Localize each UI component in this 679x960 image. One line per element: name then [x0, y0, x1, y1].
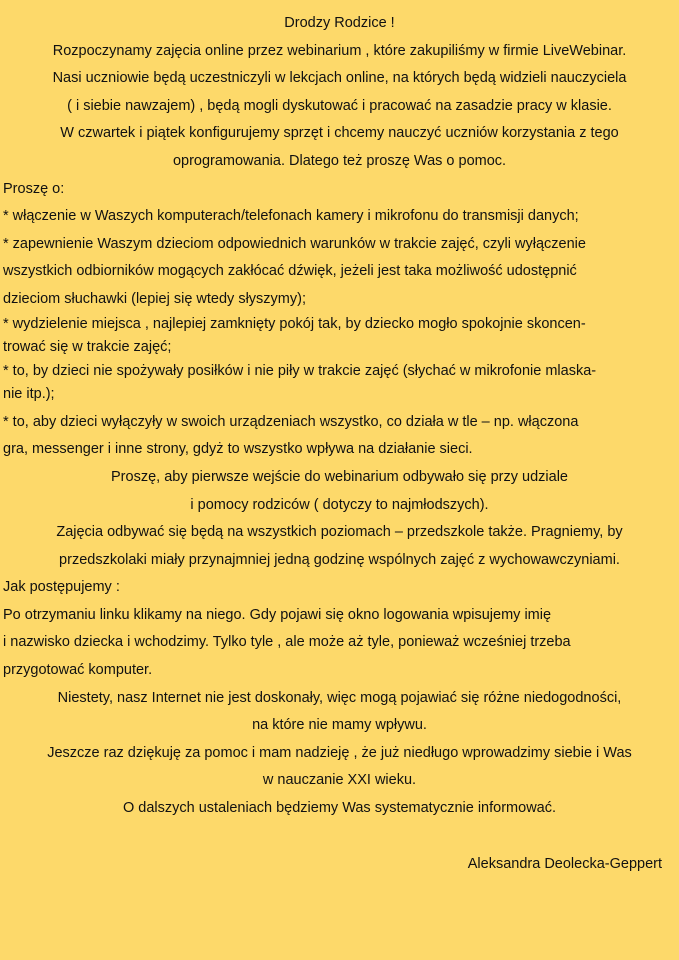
- signature: Aleksandra Deolecka-Geppert: [467, 856, 662, 872]
- request-line: wszystkich odbiorników mogących zakłócać dźwięk, jeżeli jest taka możliwość udostępnić: [3, 263, 577, 280]
- request-line: nie itp.);: [3, 386, 55, 403]
- procedure-line: Po otrzymaniu linku klikamy na niego. Gdy pojawi się okno logowania wpisujemy imię: [3, 606, 552, 623]
- levels-line: przedszkolaki miały przynajmniej jedną godzinę wspólnych zajęć z wychowawczyniami.: [59, 551, 620, 568]
- closing-line: O dalszych ustaleniach będziemy Was systematycznie informować.: [122, 800, 557, 817]
- request-line: trować się w trakcie zajęć;: [3, 338, 172, 355]
- procedure-line: i nazwisko dziecka i wchodzimy. Tylko tyle , ale może aż tyle, ponieważ wcześniej trzeba: [3, 634, 571, 651]
- first-session-line: Proszę, aby pierwsze wejście do webinarium odbywało się przy udziale: [111, 468, 568, 485]
- request-line: * włączenie w Waszych komputerach/telefonach kamery i mikrofonu do transmisji danych;: [3, 208, 579, 225]
- request-line: * zapewnienie Waszym dzieciom odpowiednich warunków w trakcie zajęć, czyli wyłączenie: [3, 235, 586, 252]
- intro-line: Nasi uczniowie będą uczestniczyli w lekcjach online, na których będą widzieli nauczyciela: [52, 70, 627, 87]
- request-heading: Proszę o:: [3, 180, 65, 197]
- request-line: gra, messenger i inne strony, gdyż to wszystko wpływa na działanie sieci.: [3, 441, 473, 458]
- intro-line: ( i siebie nawzajem) , będą mogli dyskutować i pracować na zasadzie pracy w klasie.: [67, 97, 612, 114]
- intro-line: Rozpoczynamy zajęcia online przez webinarium , które zakupiliśmy w firmie LiveWebinar.: [52, 42, 627, 59]
- thanks-line: Jeszcze raz dziękuję za pomoc i mam nadzieję , że już niedługo wprowadzimy siebie i Was: [47, 744, 632, 761]
- greeting: Drodzy Rodzice !: [284, 15, 395, 31]
- procedure-line: przygotować komputer.: [3, 662, 153, 679]
- request-line: * wydzielenie miejsca , najlepiej zamknięty pokój tak, by dziecko mogło spokojnie skoncen-: [3, 315, 586, 332]
- internet-line: na które nie mamy wpływu.: [252, 717, 427, 734]
- thanks-line: w nauczanie XXI wieku.: [262, 772, 417, 789]
- intro-line: W czwartek i piątek konfigurujemy sprzęt i chcemy nauczyć uczniów korzystania z tego: [60, 125, 619, 142]
- intro-line: oprogramowania. Dlatego też proszę Was o pomoc.: [172, 152, 507, 169]
- procedure-heading: Jak postępujemy :: [3, 579, 120, 596]
- request-line: * to, by dzieci nie spożywały posiłków i nie piły w trakcie zajęć (słychać w mikrofonie mlaska-: [3, 363, 597, 380]
- request-line: * to, aby dzieci wyłączyły w swoich urządzeniach wszystko, co działa w tle – np. włączona: [3, 413, 579, 430]
- first-session-line: i pomocy rodziców ( dotyczy to najmłodszych).: [190, 496, 489, 513]
- request-line: dzieciom słuchawki (lepiej się wtedy słyszymy);: [3, 290, 306, 307]
- internet-line: Niestety, nasz Internet nie jest doskonały, więc mogą pojawiać się różne niedogodności,: [57, 689, 622, 706]
- levels-line: Zajęcia odbywać się będą na wszystkich poziomach – przedszkole także. Pragniemy, by: [56, 524, 623, 541]
